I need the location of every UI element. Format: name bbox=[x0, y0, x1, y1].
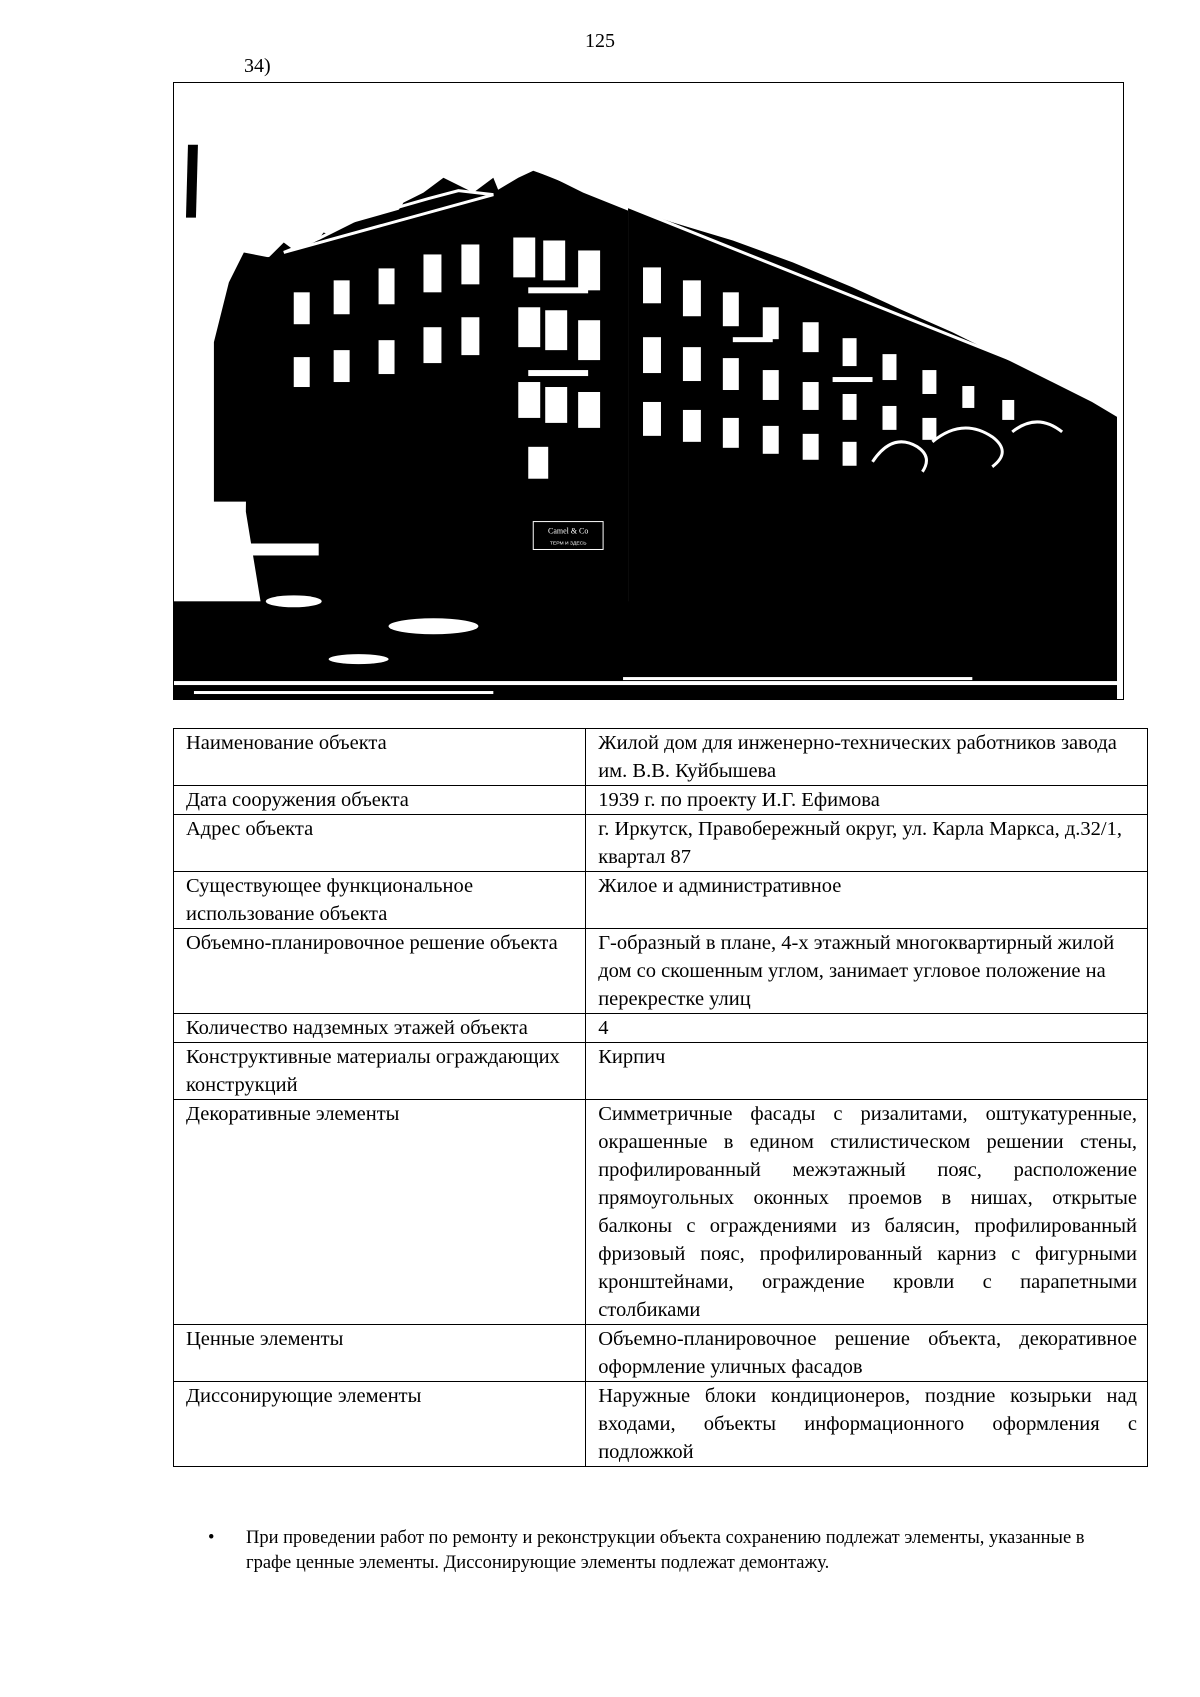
row-label: Объемно-планировочное решение объекта bbox=[174, 929, 586, 1014]
building-illustration bbox=[174, 83, 1123, 699]
row-value: Жилой дом для инженерно-технических работников завода им. В.В. Куйбышева bbox=[586, 729, 1148, 786]
table-row bbox=[174, 815, 1148, 872]
table-row bbox=[174, 872, 1148, 929]
table-row bbox=[174, 786, 1148, 815]
shop-sign-text: Camel & Co bbox=[548, 526, 589, 536]
table-row bbox=[174, 929, 1148, 1014]
row-value: г. Иркутск, Правобережный округ, ул. Карла Маркса, д.32/1, квартал 87 bbox=[586, 815, 1148, 872]
object-info-table bbox=[173, 728, 1148, 1467]
row-value: 4 bbox=[586, 1014, 1148, 1043]
row-value: Объемно-планировочное решение объекта, декоративное оформление уличных фасадов bbox=[586, 1325, 1148, 1382]
table-row bbox=[174, 1325, 1148, 1382]
item-number: 34) bbox=[244, 55, 271, 77]
table-row bbox=[174, 1100, 1148, 1325]
page-number: 125 bbox=[585, 30, 615, 52]
row-value: Симметричные фасады с ризалитами, оштукатуренные, окрашенные в едином стилистическом решении стены, профилированный межэтажный пояс, расположение прямоугольных оконных проемов в нишах, открытые балконы с ограждениями из балясин, профилированный фризовый пояс, профилированный карниз с фигурными кронштейнами, ограждение кровли с парапетными столбиками bbox=[586, 1100, 1148, 1325]
shop-sign-subtext: ТЕРМ И ЗДЕСЬ bbox=[549, 540, 587, 547]
row-value: Г-образный в плане, 4-х этажный многоквартирный жилой дом со скошенным углом, занимает угловое положение на перекрестке улиц bbox=[586, 929, 1148, 1014]
row-label: Конструктивные материалы ограждающих конструкций bbox=[174, 1043, 586, 1100]
building-photo bbox=[173, 82, 1124, 700]
table-row bbox=[174, 1043, 1148, 1100]
row-label: Диссонирующие элементы bbox=[174, 1382, 586, 1467]
row-label: Дата сооружения объекта bbox=[174, 786, 586, 815]
preservation-note bbox=[208, 1526, 1088, 1576]
row-label: Существующее функциональное использование объекта bbox=[174, 872, 586, 929]
row-value: Наружные блоки кондиционеров, поздние козырьки над входами, объекты информационного оформления с подложкой bbox=[586, 1382, 1148, 1467]
row-label: Количество надземных этажей объекта bbox=[174, 1014, 586, 1043]
note-text: При проведении работ по ремонту и реконструкции объекта сохранению подлежат элементы, указанные в графе ценные элементы. Диссонирующие элементы подлежат демонтажу. bbox=[246, 1528, 1085, 1573]
row-label: Декоративные элементы bbox=[174, 1100, 586, 1325]
row-label: Ценные элементы bbox=[174, 1325, 586, 1382]
row-label: Наименование объекта bbox=[174, 729, 586, 786]
row-value: 1939 г. по проекту И.Г. Ефимова bbox=[586, 786, 1148, 815]
row-label: Адрес объекта bbox=[174, 815, 586, 872]
row-value: Жилое и административное bbox=[586, 872, 1148, 929]
bullet-icon: • bbox=[208, 1528, 215, 1548]
table-row bbox=[174, 1382, 1148, 1467]
row-value: Кирпич bbox=[586, 1043, 1148, 1100]
table-row bbox=[174, 1014, 1148, 1043]
table-row bbox=[174, 729, 1148, 786]
